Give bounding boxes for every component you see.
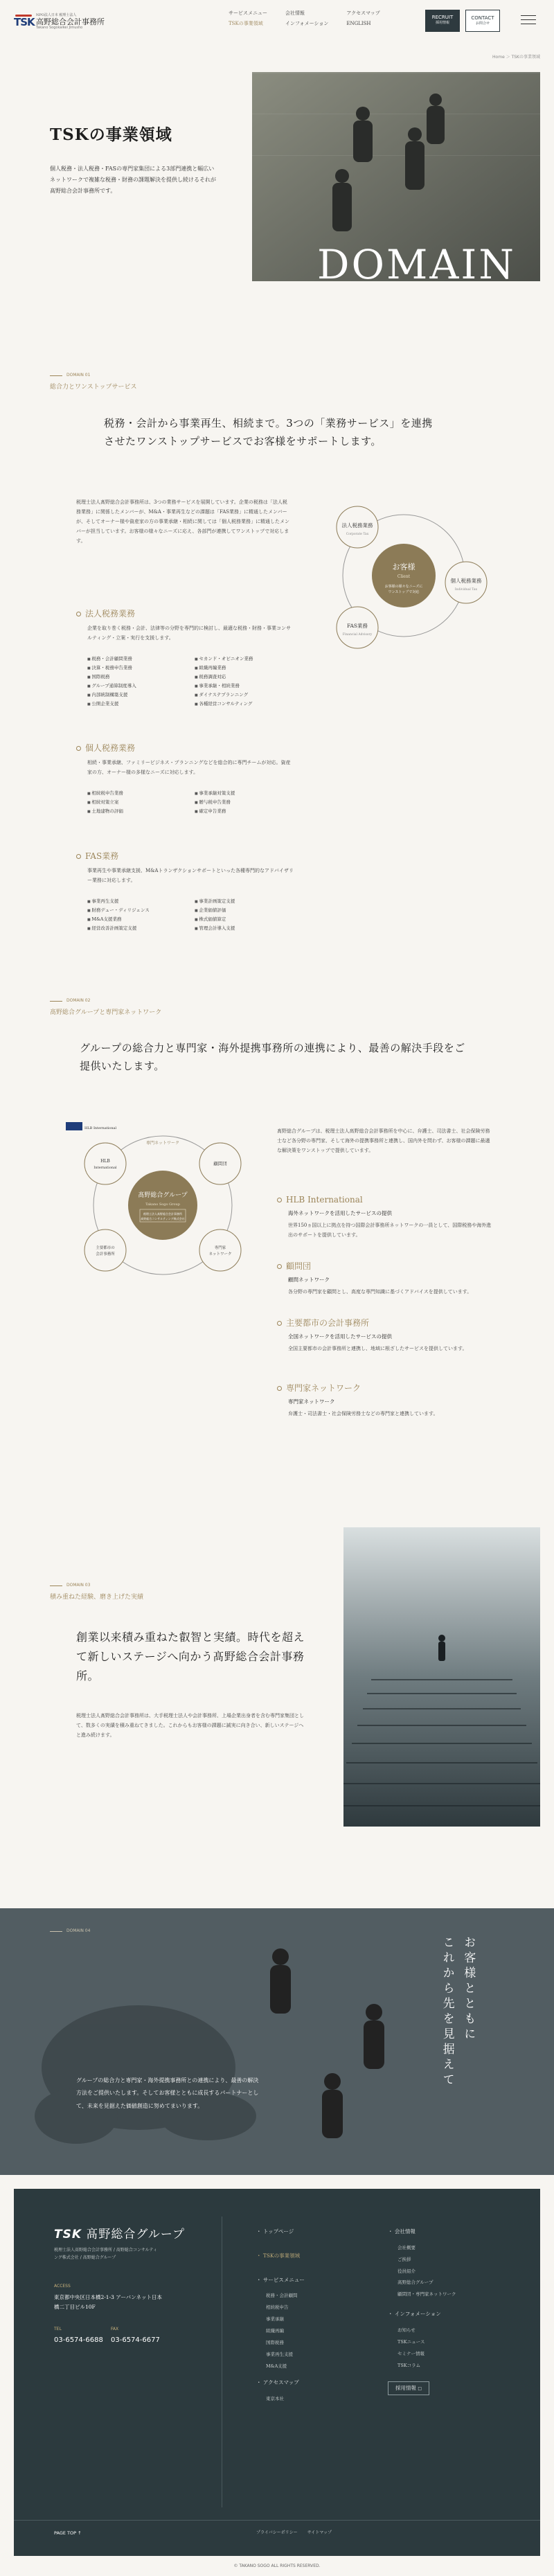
network-experts-desc: 弁護士・司法書士・社会保険労務士などの専門家と連携しています。 bbox=[288, 1411, 438, 1416]
list-item: ■ M&A支援業務 bbox=[87, 916, 188, 923]
footer-nav-col2 bbox=[388, 2228, 512, 2395]
list-item: ■ グループ通算制度導入 bbox=[87, 682, 188, 690]
footer-sublink[interactable]: 役員紹介 bbox=[397, 2268, 416, 2274]
person-figure bbox=[438, 1635, 445, 1661]
global-nav bbox=[229, 10, 380, 28]
svg-text:ワンストップで対応: ワンストップで対応 bbox=[388, 590, 420, 594]
nav-access[interactable]: アクセスマップ bbox=[346, 10, 380, 16]
circle-icon bbox=[277, 1264, 282, 1269]
section2-lead: グループの総合力と専門家・海外提携事務所の連携により、最善の解決手段をご提供いたします。 bbox=[80, 1042, 465, 1073]
service-corporate-list bbox=[87, 655, 295, 708]
footer-tel-label: TEL bbox=[54, 2327, 62, 2331]
privacy-link[interactable]: プライバシーポリシー bbox=[256, 2530, 298, 2535]
network-cities-desc: 全国主要都市の会計事務所と連携し、地域に根ざしたサービスを提供しています。 bbox=[288, 1346, 467, 1351]
section2-title: 髙野総合グループと専門家ネットワーク bbox=[50, 1009, 162, 1016]
list-item: ■ 事業再生支援 bbox=[87, 898, 188, 905]
footer-sublink[interactable]: 組織再編 bbox=[266, 2327, 284, 2334]
banner-vertical-copy bbox=[436, 1936, 479, 2088]
footer-sublink[interactable]: 相続税申告 bbox=[266, 2304, 289, 2311]
section2-number: DOMAIN 02 bbox=[66, 998, 91, 1003]
hero-description: 個人税務・法人税務・FASの専門家集団による3部門連携と幅広いネットワークで複雑な税務・財務の課題解決を提供し続けるそれが髙野総合会計事務所です。 bbox=[50, 166, 216, 194]
service-individual-desc: 相続・事業承継、ファミリービジネス・プランニングなどを総合的に専門チームが対応。資産家の方、オーナー様の多様なニーズに対応します。 bbox=[87, 760, 291, 775]
logo-name: 高野総合会計事務所 bbox=[36, 17, 105, 26]
list-item: ■ 税務・会計顧問業務 bbox=[87, 655, 188, 663]
footer-fax-label: FAX bbox=[111, 2327, 119, 2331]
footer-sublink[interactable]: 事業承継 bbox=[266, 2316, 284, 2322]
list-item: ■ 財務デュー・ディリジェンス bbox=[87, 907, 188, 914]
svg-text:HLB: HLB bbox=[100, 1159, 110, 1164]
diagram-node-hlb bbox=[84, 1143, 126, 1184]
recruit-label: RECRUIT bbox=[431, 15, 454, 20]
list-item: ■ 税務調査対応 bbox=[195, 673, 295, 681]
contact-sub: お問合せ bbox=[475, 21, 490, 26]
list-item: ■ 経営改善計画策定支援 bbox=[87, 925, 188, 932]
list-item: ■ 公開企業支援 bbox=[87, 700, 188, 708]
service-fas-desc: 事業再生や事業承継支援、M&Aトランザクションサポートといった各種専門的なアドバイザリー業務に対応します。 bbox=[87, 868, 294, 883]
circle-icon bbox=[277, 1198, 282, 1202]
service-corporate-title: 法人税務業務 bbox=[76, 607, 135, 621]
footer-sublink[interactable]: 顧問団・専門家ネットワーク bbox=[397, 2291, 456, 2298]
closing-banner bbox=[0, 1908, 554, 2175]
network-advisors-head: 顧問ネットワーク bbox=[288, 1277, 330, 1283]
list-item: ■ 土地建物の評価 bbox=[87, 808, 188, 815]
footer-sublink[interactable]: TSKニュース bbox=[397, 2338, 425, 2345]
list-item: ■ ダイナステプランニング bbox=[195, 691, 295, 699]
footer-sublink[interactable]: 髙野総合グループ bbox=[397, 2280, 434, 2286]
diagram-client-label: お客様 bbox=[392, 562, 416, 571]
diagram-group-en: Takano Sogo Group bbox=[145, 1202, 180, 1207]
diagram-node-cities bbox=[84, 1229, 126, 1271]
footer-sublink[interactable]: 東京本社 bbox=[266, 2396, 284, 2402]
svg-text:Individual Tax: Individual Tax bbox=[454, 588, 478, 592]
page-title: TSKの事業領域 bbox=[50, 125, 172, 144]
svg-text:ネットワーク: ネットワーク bbox=[208, 1252, 232, 1256]
page-top-button[interactable]: PAGE TOP ↑ bbox=[54, 2530, 82, 2536]
service-individual-title: 個人税務業務 bbox=[76, 741, 135, 755]
diagram-node-advisors bbox=[199, 1143, 241, 1184]
recruit-button[interactable] bbox=[425, 10, 460, 32]
business-people-photo bbox=[252, 72, 540, 281]
sitemap-link[interactable]: サイトマップ bbox=[307, 2530, 332, 2535]
footer-sublink[interactable]: M&A支援 bbox=[266, 2363, 287, 2369]
list-item: ■ 株式価値算定 bbox=[195, 916, 295, 923]
nav-company[interactable]: 会社情報 bbox=[285, 10, 305, 16]
diagram-client-en: Client bbox=[397, 574, 411, 579]
footer-link-top[interactable]: ・ トップページ bbox=[256, 2228, 294, 2235]
section3-lead: 創業以来積み重ねた叡智と実績。時代を超えて新しいステージへ向かう髙野総合会計事務所。 bbox=[76, 1631, 305, 1682]
section2-body: 髙野総合グループは、税理士法人髙野総合会計事務所を中心に、弁護士、司法書士、社会保険労務士など各分野の専門家、そして海外の提携事務所と連携し、国内外を問わず、お客様の課題に最適な解決策をワンストップで提供しています。 bbox=[277, 1128, 490, 1153]
staircase-image bbox=[343, 1527, 540, 1827]
network-cities-head: 全国ネットワークを活用したサービスの提供 bbox=[288, 1333, 392, 1340]
diagram-group-label: 髙野総合グループ bbox=[138, 1192, 188, 1199]
list-item: ■ 決算・税務申告業務 bbox=[87, 664, 188, 672]
list-item: ■ 事業計画策定支援 bbox=[195, 898, 295, 905]
list-item: ■ 事業承継対策支援 bbox=[195, 790, 295, 797]
circle-icon bbox=[76, 612, 81, 616]
section1-label bbox=[50, 372, 90, 379]
footer-access-label: ACCESS bbox=[54, 2284, 71, 2289]
recruit-sub: 採用情報 bbox=[435, 21, 449, 26]
site-footer bbox=[14, 2189, 540, 2556]
hero-domain-text: DOMAIN bbox=[317, 241, 516, 281]
svg-text:お客様の様々なニーズに: お客様の様々なニーズに bbox=[384, 585, 423, 589]
footer-sublink[interactable]: お知らせ bbox=[397, 2327, 416, 2333]
list-item: ■ 確定申告業務 bbox=[195, 808, 295, 815]
list-item: ■ 企業価値評価 bbox=[195, 907, 295, 914]
svg-text:個人税務業務: 個人税務業務 bbox=[450, 578, 482, 584]
svg-text:主要都市の: 主要都市の bbox=[96, 1246, 115, 1250]
footer-nav-col1 bbox=[256, 2228, 367, 2405]
nav-english[interactable]: ENGLISH bbox=[346, 20, 371, 26]
network-advisors-desc: 各分野の専門家を顧問とし、高度な専門知識に基づくアドバイスを提供しています。 bbox=[288, 1289, 472, 1295]
contact-button[interactable] bbox=[465, 10, 500, 32]
service-fas-title: FAS業務 bbox=[76, 849, 118, 863]
svg-text:法人税務業務: 法人税務業務 bbox=[341, 522, 373, 528]
network-experts-title: 専門家ネットワーク bbox=[277, 1381, 361, 1395]
footer-logo[interactable]: TSK 髙野総合グループ bbox=[54, 2228, 186, 2241]
banner-copy-1: お客様とともに bbox=[461, 1936, 476, 2043]
logo-small-text: NPO法人日本 税理士法人 bbox=[36, 13, 77, 17]
logo-en: Takano Sogokaikei Jimusho bbox=[36, 26, 83, 30]
section1-title: 総合力とワンストップサービス bbox=[50, 384, 137, 391]
footer-link-company[interactable]: ・ 会社情報 bbox=[388, 2228, 416, 2235]
section3-title: 積み重ねた経験、磨き上げた実績 bbox=[50, 1594, 144, 1601]
diagram-node-individual bbox=[445, 562, 487, 603]
footer-companies: 税理士法人髙野総合会計事務所 / 髙野総合コンサルティング株式会社 / 髙野総合グループ bbox=[54, 2248, 158, 2260]
section3-body: 税理士法人髙野総合会計事務所は、大手税理士法人や会計事務所、上場企業出身者を含む専門家集団として、数多くの実績を積み重ねてきました。これからもお客様の課題に誠実に向き合い、新しいステージへと進み続けます。 bbox=[76, 1713, 304, 1738]
tsk-logo-icon: TSK bbox=[14, 15, 35, 28]
svg-text:専門家: 専門家 bbox=[214, 1246, 226, 1250]
footer-logo-text: 髙野総合グループ bbox=[86, 2228, 186, 2241]
banner-label bbox=[50, 1928, 90, 1935]
footer-address: 東京都中央区日本橋2-1-3 アーバンネット日本橋二丁目ビル10F bbox=[54, 2294, 162, 2310]
banner-number: DOMAIN 04 bbox=[66, 1928, 91, 1933]
footer-sublink[interactable]: TSKコラム bbox=[397, 2362, 421, 2368]
footer-bottom-links bbox=[256, 2530, 332, 2537]
circle-icon bbox=[277, 1386, 282, 1391]
section2-label bbox=[50, 997, 90, 1004]
contact-label: CONTACT bbox=[471, 15, 494, 21]
footer-sublink[interactable]: 会社概要 bbox=[397, 2244, 416, 2250]
list-item: ■ 各種経営コンサルティング bbox=[195, 700, 295, 708]
copyright: © TAKANO SOGO ALL RIGHTS RESERVED. bbox=[233, 2564, 321, 2568]
network-cities-title: 主要都市の会計事務所 bbox=[277, 1316, 369, 1330]
section1-lead: 税務・会計から事業再生、相続まで。3つの「業務サービス」を連携させたワンストップサービスでお客様をサポートします。 bbox=[104, 417, 433, 448]
network-experts-head: 専門家ネットワーク bbox=[288, 1398, 335, 1405]
list-item: ■ セカンド・オピニオン業務 bbox=[195, 655, 295, 663]
footer-link-information[interactable]: ・ インフォメーション bbox=[388, 2311, 441, 2318]
nav-domain[interactable]: TSKの事業領域 bbox=[229, 20, 263, 26]
svg-text:税理士法人髙野総合会計事務所: 税理士法人髙野総合会計事務所 bbox=[143, 1212, 182, 1216]
list-item: ■ 管理会計導入支援 bbox=[195, 925, 295, 932]
service-fas-list bbox=[87, 898, 295, 932]
footer-sublink[interactable]: 国際税務 bbox=[266, 2339, 284, 2345]
hero-image bbox=[252, 72, 540, 281]
breadcrumb[interactable]: Home ＞ TSKの事業領域 bbox=[492, 55, 540, 60]
banner-text: グループの総合力と専門家・海外提携事務所との連携により、最善の解決方法をご提供いたします。そしてお客様とともに成長するパートナーとして、未来を見据えた価値創造に努めてまいります。 bbox=[76, 2077, 259, 2109]
network-advisors-title: 顧問団 bbox=[277, 1259, 311, 1273]
footer-sublink[interactable]: 事業再生支援 bbox=[266, 2351, 293, 2357]
list-item: ■ 相続税申告業務 bbox=[87, 790, 188, 797]
svg-text:FAS業務: FAS業務 bbox=[346, 623, 368, 629]
diagram-node-experts bbox=[199, 1229, 241, 1271]
footer-sublink[interactable]: ご挨拶 bbox=[397, 2256, 411, 2262]
svg-text:髙野総合コンサルティング株式会社: 髙野総合コンサルティング株式会社 bbox=[141, 1217, 185, 1220]
service-individual-list bbox=[87, 790, 295, 815]
hlb-logo-icon bbox=[66, 1122, 82, 1130]
footer-sublink[interactable]: セミナー情報 bbox=[397, 2350, 425, 2356]
site-logo[interactable] bbox=[14, 14, 105, 30]
list-item: ■ 内部統制構築支援 bbox=[87, 691, 188, 699]
footer-link-domain[interactable]: ・ TSKの事業領域 bbox=[256, 2252, 301, 2259]
svg-text:顧問団: 顧問団 bbox=[213, 1161, 227, 1166]
site-header bbox=[0, 0, 554, 44]
section1-number: DOMAIN 01 bbox=[66, 373, 91, 377]
menu-icon[interactable] bbox=[521, 15, 539, 26]
nav-services[interactable]: サービスメニュー bbox=[229, 10, 267, 16]
circle-icon bbox=[76, 854, 81, 859]
list-item: ■ 組織再編業務 bbox=[195, 664, 295, 672]
service-corporate-desc: 企業を取り巻く税務・会計、法律等の分野を専門的に検討し、最適な税務・財務・事業コンサルティング・立案・実行を支援します。 bbox=[87, 625, 291, 641]
diagram-node-fas bbox=[337, 607, 378, 648]
list-item: ■ 事業承継・相続業務 bbox=[195, 682, 295, 690]
group-diagram bbox=[62, 1115, 263, 1299]
diagram-node-corporate bbox=[337, 506, 378, 548]
diagram-top-label: 専門ネットワーク bbox=[145, 1141, 180, 1146]
network-hlb-head: 海外ネットワークを活用したサービスの提供 bbox=[288, 1210, 392, 1216]
svg-text:Corporate Tax: Corporate Tax bbox=[346, 533, 369, 536]
list-item: ■ 相続対策立案 bbox=[87, 799, 188, 806]
nav-information[interactable]: インフォメーション bbox=[285, 20, 329, 26]
footer-sublink[interactable]: 税務・会計顧問 bbox=[266, 2293, 298, 2299]
footer-link-recruit[interactable]: 採用情報 □ bbox=[388, 2381, 429, 2396]
footer-fax: 03-6574-6677 bbox=[111, 2336, 160, 2344]
svg-text:HLB International: HLB International bbox=[84, 1126, 117, 1130]
network-hlb-desc: 世界150ヵ国以上に拠点を持つ国際会計事務所ネットワークの一員として、国際税務や海外進出のサポートを提供しています。 bbox=[288, 1223, 492, 1238]
section3-number: DOMAIN 03 bbox=[66, 1583, 91, 1588]
circle-icon bbox=[277, 1321, 282, 1326]
list-item: ■ 贈与税申告業務 bbox=[195, 799, 295, 806]
svg-text:Financial Advisory: Financial Advisory bbox=[342, 633, 373, 637]
banner-copy-2: これから先を見据えて bbox=[440, 1936, 454, 2088]
service-diagram bbox=[324, 489, 511, 666]
section3-label bbox=[50, 1582, 90, 1589]
network-hlb-title: HLB International bbox=[277, 1193, 363, 1207]
svg-text:会計事務所: 会計事務所 bbox=[96, 1252, 115, 1256]
footer-link-services[interactable]: ・ サービスメニュー bbox=[256, 2276, 305, 2283]
footer-tel[interactable]: 03-6574-6688 bbox=[54, 2336, 103, 2344]
svg-text:International: International bbox=[93, 1166, 117, 1170]
section1-body: 税理士法人髙野総合会計事務所は、3つの業務サービスを展開しています。企業の税務は「法人税務業務」に関係したメンバーが、M&A・事業再生などの課題は「FAS業務」に精通したメンバーが、そしてオーナー様や資産家の方の事業承継・相続に関しては「個人税務業務」に精通したメンバーが担当しています。お客様の様々なニーズに応え、各部門が連携してワンストップで対応します。 bbox=[76, 499, 289, 544]
list-item: ■ 国際税務 bbox=[87, 673, 188, 681]
circle-icon bbox=[76, 746, 81, 751]
footer-link-access[interactable]: ・ アクセスマップ bbox=[256, 2379, 299, 2386]
